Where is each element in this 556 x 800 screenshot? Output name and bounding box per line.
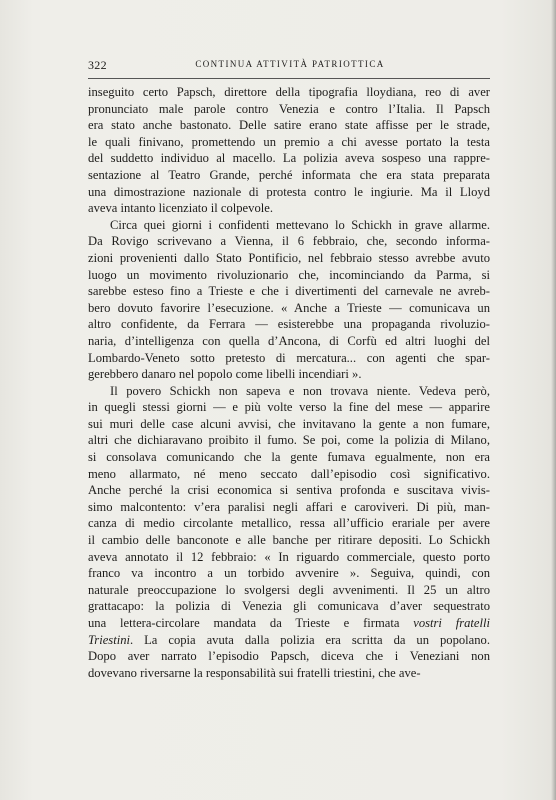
text-line: grattacapo: la polizia di Venezia gli comunicava d’aver sequestrato — [88, 599, 490, 614]
text-line: Anche perché la crisi economica si sentiva profonda e suscitava vivis- — [88, 483, 490, 498]
text-line: meno allarmato, né meno seccato dall’episodio così significativo. — [88, 466, 490, 481]
text-line: aveva intanto licenziato il colpevole. — [88, 201, 273, 216]
paragraph-1 — [88, 84, 490, 217]
text-line-with-italic — [88, 615, 490, 632]
text-line: altro confidente, da Ferrara — esisterebbe una propaganda rivoluzio- — [88, 317, 490, 332]
text-line: zioni provenienti dallo Stato Pontificio, nel febbraio stesso avrebbe avuto — [88, 250, 490, 265]
header-rule — [88, 78, 490, 79]
text-line: bero dovuto favorire l’esecuzione. « Anche a Trieste — comunicava un — [88, 300, 490, 315]
text-segment: una lettera-circolare mandata da Trieste e firmata — [88, 616, 400, 630]
italic-signature: Triestini — [88, 632, 130, 647]
text-line: Circa quei giorni i confidenti mettevano lo Schickh in grave allarme. — [110, 217, 490, 232]
text-line: sarebbe esteso fino a Trieste e che i divertimenti del carnevale ne avreb- — [88, 284, 490, 299]
text-line: le quali finivano, promettendo un premio a chi avesse portato la testa — [88, 134, 490, 149]
text-line: dovevano riversarne la responsabilità sui fratelli triestini, che ave- — [88, 665, 421, 680]
text-line: naturale preoccupazione lo svolgersi degli avvenimenti. Il 25 un altro — [88, 582, 490, 597]
page-number: 322 — [88, 58, 107, 72]
paragraph-2 — [88, 217, 490, 383]
text-line: canza di medio circolante metallico, ressa all’ufficio erariale per avere — [88, 516, 490, 531]
text-line: era stato anche bastonato. Delle satire erano state affisse per le strade, — [88, 118, 490, 133]
text-line: una dimostrazione nazionale di protesta contro le ingiurie. Ma il Lloyd — [88, 184, 490, 199]
text-line: Il povero Schickh non sapeva e non trovava niente. Vedeva però, — [110, 383, 490, 398]
text-line: luogo un movimento rivoluzionario che, incominciando da Parma, si — [88, 267, 490, 282]
italic-signature: vostri fratelli — [413, 616, 490, 630]
text-line: il cambio delle banconote e alle banche per ritirare depositi. Lo Schickh — [88, 533, 490, 548]
text-line: Lombardo-Veneto sotto pretesto di mercatura... con agenti che spar- — [88, 350, 490, 365]
text-line: Da Rovigo scrivevano a Vienna, il 6 febbraio, che, secondo informa- — [88, 234, 490, 249]
text-line: inseguito certo Papsch, direttore della tipografia lloydiana, reo di aver — [88, 85, 490, 99]
text-segment: . La copia avuta dalla polizia era scritta da un popolano. — [130, 632, 490, 647]
text-line-with-italic — [88, 632, 490, 649]
text-line: franco va incontro a un torbido avvenire ». Seguiva, quindi, con — [88, 566, 490, 581]
text-line: sentazione al Teatro Grande, perché informata che era stata preparata — [88, 167, 490, 182]
running-title: CONTINUA ATTIVITÀ PATRIOTTICA — [195, 59, 385, 69]
text-line: altri che dichiaravano proibito il fumo. Se poi, come la polizia di Milano, — [88, 433, 490, 448]
paragraph-3 — [88, 383, 490, 682]
text-line: simo malcontento: v’era paralisi negli affari e caroviveri. Di più, man- — [88, 499, 490, 514]
text-line: Dopo aver narrato l’episodio Papsch, diceva che i Veneziani non — [88, 649, 490, 664]
text-line: si consolava comunicando che la gente fumava egualmente, non era — [88, 450, 490, 465]
text-line: del suddetto individuo al macello. La polizia aveva sospeso una rappre- — [88, 151, 490, 166]
page-header — [88, 58, 492, 76]
text-line: naria, d’intelligenza con quella d’Ancona, di Corfù ed altri luoghi del — [88, 333, 490, 348]
text-line: pronunciato male parole contro Venezia e contro l’Italia. Il Papsch — [88, 101, 490, 116]
text-line: gerebbero danaro nel popolo come libelli incendiari ». — [88, 367, 362, 382]
text-line: aveva annotato il 12 febbraio: « In riguardo commerciale, questo porto — [88, 549, 490, 564]
body-text — [88, 84, 490, 681]
text-line: sui muri delle case alcuni avvisi, che invitavano la gente a non fumare, — [88, 416, 490, 431]
text-line: in quegli stessi giorni — e più volte verso la fine del mese — apparire — [88, 400, 490, 415]
